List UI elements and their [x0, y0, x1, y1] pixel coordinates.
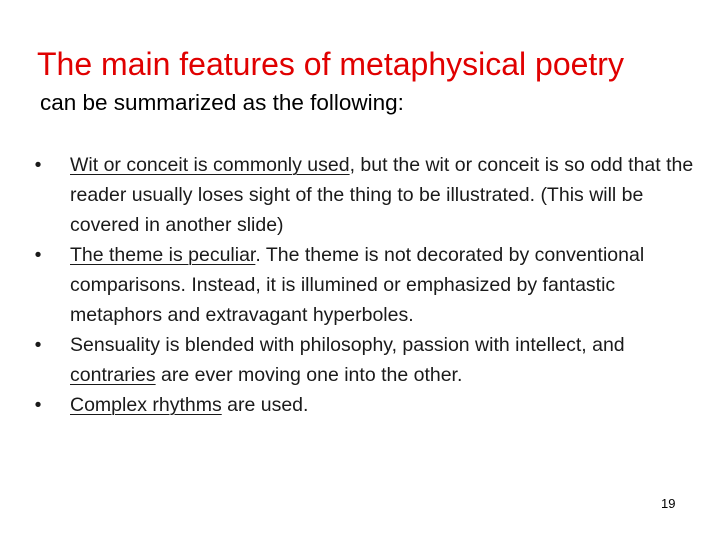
bullet-marker: • — [34, 334, 42, 356]
underlined-phrase: Complex rhythms — [70, 394, 222, 416]
bullet-marker: • — [34, 244, 42, 266]
bullet-list — [28, 150, 698, 420]
bullet-text: Sensuality is blended with philosophy, passion with intellect, and — [70, 334, 625, 356]
bullet-text: , but the wit or conceit is so odd that the reader usually loses sight of the thing to be illustrated. (This will be covered in another slide) — [70, 154, 694, 236]
bullet-item-theme — [28, 240, 698, 330]
bullet-text: are used. — [221, 394, 309, 416]
bullet-text: are ever moving one into the other. — [155, 364, 463, 386]
page-number: 19 — [661, 496, 676, 511]
bullet-marker: • — [34, 154, 42, 176]
underlined-phrase: Wit or conceit is commonly used — [70, 154, 350, 176]
underlined-phrase: The theme is peculiar — [70, 244, 256, 266]
bullet-item-wit-conceit — [28, 150, 698, 240]
underlined-phrase: contraries — [70, 364, 156, 386]
bullet-marker: • — [34, 394, 42, 416]
bullet-text: . The theme is not decorated by conventional comparisons. Instead, it is illumined or emphasized by fantastic metaphors and extravagant hyperboles. — [70, 244, 645, 326]
slide-title: The main features of metaphysical poetry — [37, 46, 624, 82]
bullet-item-rhythms — [28, 390, 698, 420]
slide-subtitle: can be summarized as the following: — [40, 90, 404, 115]
bullet-item-sensuality — [28, 330, 698, 390]
